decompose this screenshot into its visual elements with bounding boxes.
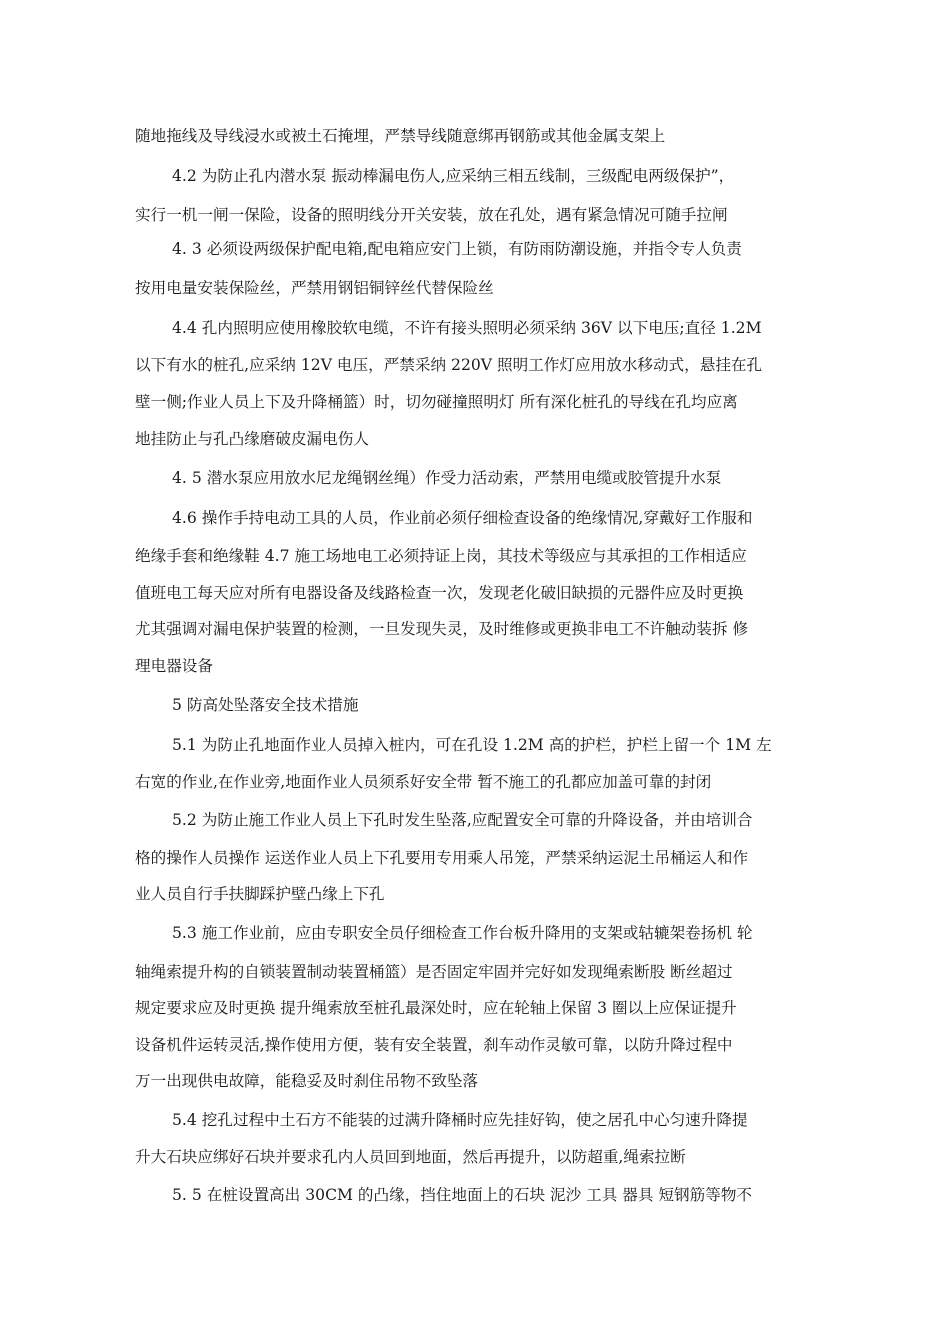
text-line: 业人员自行手扶脚踩护壁凸缘上下孔 [135,885,385,903]
text-line: 4. 5 潜水泵应用放水尼龙绳钢丝绳）作受力活动索，严禁用电缆或胶管提升水泵 [172,469,722,487]
text-line: 格的操作人员操作 运送作业人员上下孔要用专用乘人吊笼，严禁采纳运泥土吊桶运人和作 [135,849,749,867]
text-line: 4. 3 必须设两级保护配电箱,配电箱应安门上锁，有防雨防潮设施，并指令专人负责 [172,240,742,258]
text-line: 尤其强调对漏电保护装置的检测，一旦发现失灵，及时维修或更换非电工不许触动装拆 修 [135,620,749,638]
text-line: 绝缘手套和绝缘鞋 4.7 施工场地电工必须持证上岗，其技术等级应与其承担的工作相适应 [135,547,747,565]
text-line: 右宽的作业,在作业旁,地面作业人员须系好安全带 暂不施工的孔都应加盖可靠的封闭 [135,773,712,791]
text-line: 万一出现供电故障，能稳妥及时刹住吊物不致坠落 [135,1072,479,1090]
text-line: 地挂防止与孔凸缘磨破皮漏电伤人 [135,430,369,448]
text-line: 随地拖线及导线浸水或被土石掩埋，严禁导线随意绑再钢筋或其他金属支架上 [135,127,666,145]
text-line: 壁一侧;作业人员上下及升降桶篮）时，切勿碰撞照明灯 所有深化桩孔的导线在孔均应离 [135,393,738,411]
text-line: 按用电量安装保险丝，严禁用钢铝铜锌丝代替保险丝 [135,279,494,297]
text-line: 值班电工每天应对所有电器设备及线路检查一次，发现老化破旧缺损的元器件应及时更换 [135,584,744,602]
text-line: 4.6 操作手持电动工具的人员，作业前必须仔细检查设备的绝缘情况,穿戴好工作服和 [172,509,753,527]
text-line: 5.1 为防止孔地面作业人员掉入桩内，可在孔设 1.2M 高的护栏，护栏上留一个 1M 左 [172,736,772,754]
text-line: 4.2 为防止孔内潜水泵 振动棒漏电伤人,应采纳三相五线制，三级配电两级保护”， [172,167,735,185]
text-line: 理电器设备 [135,657,213,675]
text-line: 规定要求应及时更换 提升绳索放至桩孔最深处时，应在轮轴上保留 3 圈以上应保证提升 [135,999,737,1017]
text-line: 轴绳索提升构的自锁装置制动装置桶篮）是否固定牢固并完好如发现绳索断股 断丝超过 [135,963,733,981]
text-line: 实行一机一闸一保险，设备的照明线分开关安装，放在孔处，遇有紧急情况可随手拉闸 [135,206,728,224]
text-line: 设备机件运转灵活,操作使用方便，装有安全装置，刹车动作灵敏可靠，以防升降过程中 [135,1036,733,1054]
text-line: 5.2 为防止施工作业人员上下孔时发生坠落,应配置安全可靠的升降设备，并由培训合 [172,811,753,829]
text-line: 5. 5 在桩设置高出 30CM 的凸缘，挡住地面上的石块 泥沙 工具 器具 短钢筋等物不 [172,1186,753,1204]
section-heading: 5 防高处坠落安全技术措施 [172,696,359,714]
text-line: 5.4 挖孔过程中土石方不能装的过满升降桶时应先挂好钩，使之居孔中心匀速升降提 [172,1111,748,1129]
text-line: 4.4 孔内照明应使用橡胶软电缆，不许有接头照明必须采纳 36V 以下电压;直径 1.2M [172,319,762,337]
text-line: 升大石块应绑好石块并要求孔内人员回到地面，然后再提升，以防超重,绳索拉断 [135,1148,686,1166]
text-line: 5.3 施工作业前，应由专职安全员仔细检查工作台板升降用的支架或轱辘架卷扬机 轮 [172,924,753,942]
text-line: 以下有水的桩孔,应采纳 12V 电压，严禁采纳 220V 照明工作灯应用放水移动式，悬挂在孔 [135,356,763,374]
